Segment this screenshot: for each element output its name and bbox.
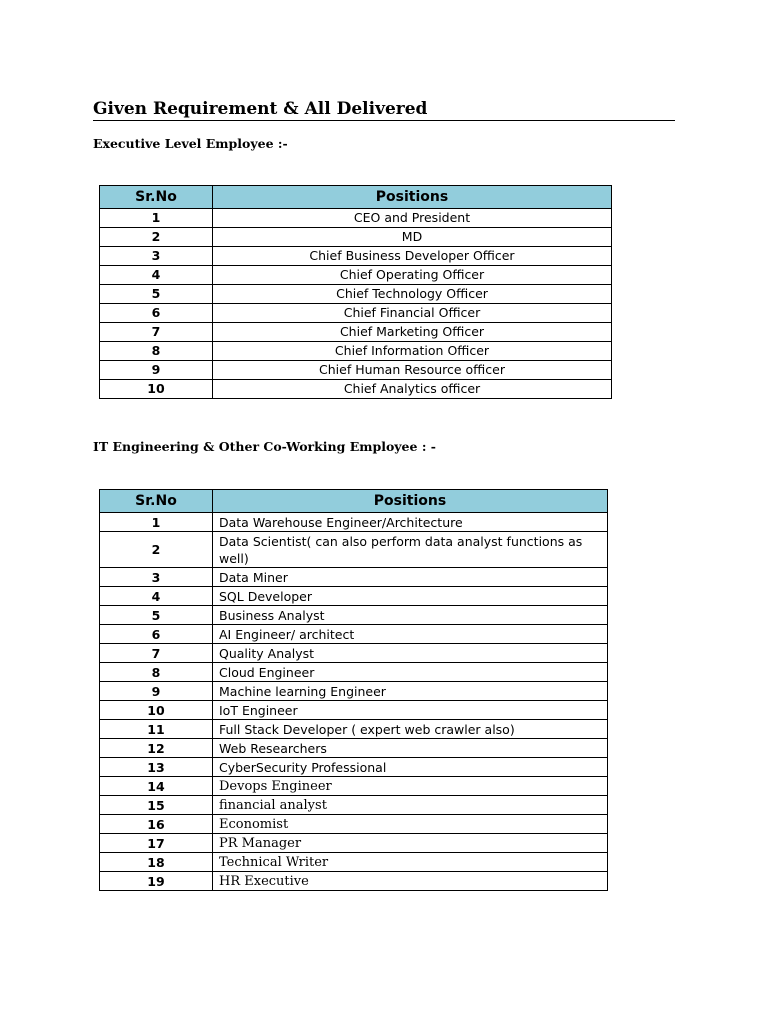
column-header-positions: Positions (213, 490, 608, 513)
table-row (100, 853, 608, 872)
column-header-srno: Sr.No (100, 490, 213, 513)
srno-cell: 11 (100, 720, 213, 739)
srno-cell: 8 (100, 342, 213, 361)
position-cell: Technical Writer (213, 853, 608, 872)
srno-cell: 5 (100, 606, 213, 625)
table-row (100, 209, 612, 228)
srno-cell: 10 (100, 701, 213, 720)
position-cell: IoT Engineer (213, 701, 608, 720)
srno-cell: 17 (100, 834, 213, 853)
position-cell: Economist (213, 815, 608, 834)
srno-cell: 16 (100, 815, 213, 834)
srno-cell: 13 (100, 758, 213, 777)
table-row (100, 606, 608, 625)
srno-cell: 9 (100, 361, 213, 380)
srno-cell: 15 (100, 796, 213, 815)
table-row (100, 758, 608, 777)
table-row (100, 568, 608, 587)
srno-cell: 1 (100, 513, 213, 532)
table-row (100, 701, 608, 720)
position-cell: Machine learning Engineer (213, 682, 608, 701)
srno-cell: 14 (100, 777, 213, 796)
srno-cell: 3 (100, 568, 213, 587)
position-cell: AI Engineer/ architect (213, 625, 608, 644)
position-cell: Data Miner (213, 568, 608, 587)
table-row (100, 228, 612, 247)
position-cell: MD (213, 228, 612, 247)
executive-positions-table (99, 185, 612, 399)
srno-cell: 2 (100, 228, 213, 247)
table-row (100, 266, 612, 285)
table-row (100, 796, 608, 815)
table-row (100, 720, 608, 739)
position-cell: HR Executive (213, 872, 608, 891)
table-row (100, 380, 612, 399)
table-row (100, 285, 612, 304)
table-header-row (100, 490, 608, 513)
position-cell: Chief Operating Officer (213, 266, 612, 285)
srno-cell: 12 (100, 739, 213, 758)
srno-cell: 2 (100, 532, 213, 568)
srno-cell: 6 (100, 304, 213, 323)
table-row (100, 247, 612, 266)
table-header-row (100, 186, 612, 209)
table-row (100, 342, 612, 361)
position-cell: CEO and President (213, 209, 612, 228)
position-cell: Data Scientist( can also perform data analyst functions as well) (213, 532, 608, 568)
position-cell: Chief Financial Officer (213, 304, 612, 323)
position-cell: PR Manager (213, 834, 608, 853)
it-section-heading: IT Engineering & Other Co-Working Employee : - (93, 439, 436, 454)
table-row (100, 323, 612, 342)
position-cell: Chief Information Officer (213, 342, 612, 361)
table-row (100, 532, 608, 568)
position-cell: Chief Human Resource officer (213, 361, 612, 380)
srno-cell: 4 (100, 266, 213, 285)
position-cell: CyberSecurity Professional (213, 758, 608, 777)
position-cell: Data Warehouse Engineer/Architecture (213, 513, 608, 532)
position-cell: Devops Engineer (213, 777, 608, 796)
srno-cell: 19 (100, 872, 213, 891)
position-cell: Chief Technology Officer (213, 285, 612, 304)
table-row (100, 739, 608, 758)
srno-cell: 5 (100, 285, 213, 304)
srno-cell: 7 (100, 644, 213, 663)
column-header-srno: Sr.No (100, 186, 213, 209)
page-title: Given Requirement & All Delivered (93, 98, 675, 121)
srno-cell: 6 (100, 625, 213, 644)
position-cell: SQL Developer (213, 587, 608, 606)
position-cell: Chief Marketing Officer (213, 323, 612, 342)
position-cell: Full Stack Developer ( expert web crawler also) (213, 720, 608, 739)
position-cell: Quality Analyst (213, 644, 608, 663)
table-row (100, 834, 608, 853)
position-cell: Cloud Engineer (213, 663, 608, 682)
srno-cell: 3 (100, 247, 213, 266)
it-positions-table (99, 489, 608, 891)
executive-section-heading: Executive Level Employee :- (93, 136, 288, 151)
table-row (100, 625, 608, 644)
table-row (100, 872, 608, 891)
table-row (100, 361, 612, 380)
column-header-positions: Positions (213, 186, 612, 209)
srno-cell: 4 (100, 587, 213, 606)
table-row (100, 304, 612, 323)
srno-cell: 1 (100, 209, 213, 228)
srno-cell: 18 (100, 853, 213, 872)
position-cell: financial analyst (213, 796, 608, 815)
table-row (100, 587, 608, 606)
table-row (100, 682, 608, 701)
table-row (100, 663, 608, 682)
position-cell: Web Researchers (213, 739, 608, 758)
position-cell: Chief Business Developer Officer (213, 247, 612, 266)
table-row (100, 513, 608, 532)
table-row (100, 815, 608, 834)
table-row (100, 644, 608, 663)
srno-cell: 8 (100, 663, 213, 682)
srno-cell: 7 (100, 323, 213, 342)
srno-cell: 10 (100, 380, 213, 399)
position-cell: Chief Analytics officer (213, 380, 612, 399)
position-cell: Business Analyst (213, 606, 608, 625)
srno-cell: 9 (100, 682, 213, 701)
table-row (100, 777, 608, 796)
